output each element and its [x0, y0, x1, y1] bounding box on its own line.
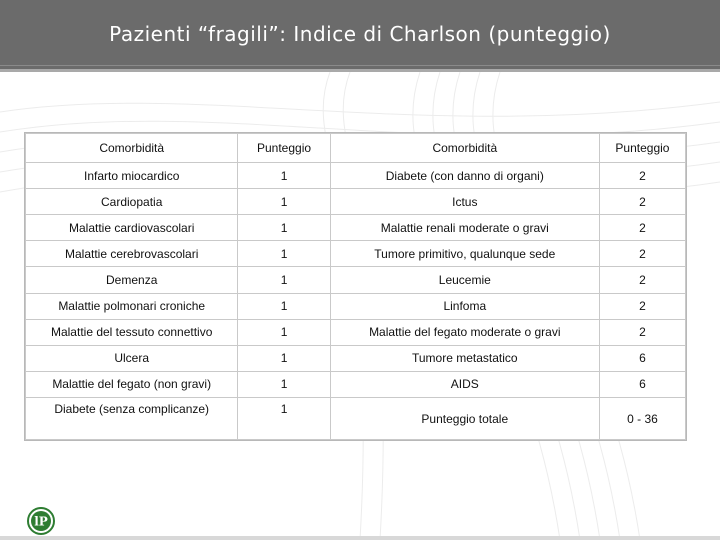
- table-header-row: [26, 134, 686, 163]
- comorbidity-cell: Malattie cardiovascolari: [26, 215, 238, 241]
- comorbidity-cell: Demenza: [26, 267, 238, 293]
- comorbidity-cell: Malattie cerebrovascolari: [26, 241, 238, 267]
- comorbidity-cell: Malattie del tessuto connettivo: [26, 319, 238, 345]
- comorbidity-cell: Linfoma: [330, 293, 599, 319]
- slide-title: Pazienti “fragili”: Indice di Charlson (punteggio): [109, 22, 611, 46]
- score-cell: 1: [238, 267, 330, 293]
- score-cell: 6: [599, 371, 685, 397]
- charlson-table: [25, 133, 686, 440]
- comorbidity-cell: Malattie polmonari croniche: [26, 293, 238, 319]
- comorbidity-cell: Diabete (con danno di organi): [330, 163, 599, 189]
- logo-text: lP: [34, 514, 48, 529]
- score-cell: 6: [599, 345, 685, 371]
- comorbidity-cell: AIDS: [330, 371, 599, 397]
- score-cell: 1: [238, 293, 330, 319]
- score-cell: 2: [599, 189, 685, 215]
- score-cell: 1: [238, 319, 330, 345]
- table-row-total: [26, 398, 686, 440]
- comorbidity-cell: Diabete (senza complicanze): [26, 398, 238, 440]
- score-cell: 1: [238, 345, 330, 371]
- header-punteggio-1: Punteggio: [238, 134, 330, 163]
- bottom-strip: [0, 536, 720, 540]
- header-punteggio-2: Punteggio: [599, 134, 685, 163]
- comorbidity-cell: Tumore metastatico: [330, 345, 599, 371]
- score-cell: 2: [599, 293, 685, 319]
- comorbidity-cell: Tumore primitivo, qualunque sede: [330, 241, 599, 267]
- comorbidity-cell: Ulcera: [26, 345, 238, 371]
- table-row: [26, 267, 686, 293]
- table-row: [26, 241, 686, 267]
- comorbidity-cell: Malattie del fegato moderate o gravi: [330, 319, 599, 345]
- total-score-label: Punteggio totale: [330, 398, 599, 440]
- total-score-value: 0 - 36: [599, 398, 685, 440]
- score-cell: 2: [599, 215, 685, 241]
- table-row: [26, 215, 686, 241]
- score-cell: 2: [599, 267, 685, 293]
- score-cell: 1: [238, 398, 330, 440]
- comorbidity-cell: Malattie del fegato (non gravi): [26, 371, 238, 397]
- comorbidity-cell: Infarto miocardico: [26, 163, 238, 189]
- score-cell: 2: [599, 241, 685, 267]
- table-row: [26, 293, 686, 319]
- charlson-table-container: [24, 132, 687, 441]
- table-row: [26, 319, 686, 345]
- score-cell: 1: [238, 189, 330, 215]
- title-bar: [0, 0, 720, 72]
- score-cell: 1: [238, 371, 330, 397]
- comorbidity-cell: Cardiopatia: [26, 189, 238, 215]
- header-comorbidita-1: Comorbidità: [26, 134, 238, 163]
- table-row: [26, 189, 686, 215]
- score-cell: 1: [238, 215, 330, 241]
- score-cell: 2: [599, 319, 685, 345]
- header-comorbidita-2: Comorbidità: [330, 134, 599, 163]
- score-cell: 1: [238, 241, 330, 267]
- comorbidity-cell: Malattie renali moderate o gravi: [330, 215, 599, 241]
- comorbidity-cell: Ictus: [330, 189, 599, 215]
- score-cell: 2: [599, 163, 685, 189]
- table-row: [26, 345, 686, 371]
- title-bar-divider: [0, 65, 720, 66]
- table-row: [26, 163, 686, 189]
- score-cell: 1: [238, 163, 330, 189]
- logo-icon: [27, 507, 55, 535]
- comorbidity-cell: Leucemie: [330, 267, 599, 293]
- table-row: [26, 371, 686, 397]
